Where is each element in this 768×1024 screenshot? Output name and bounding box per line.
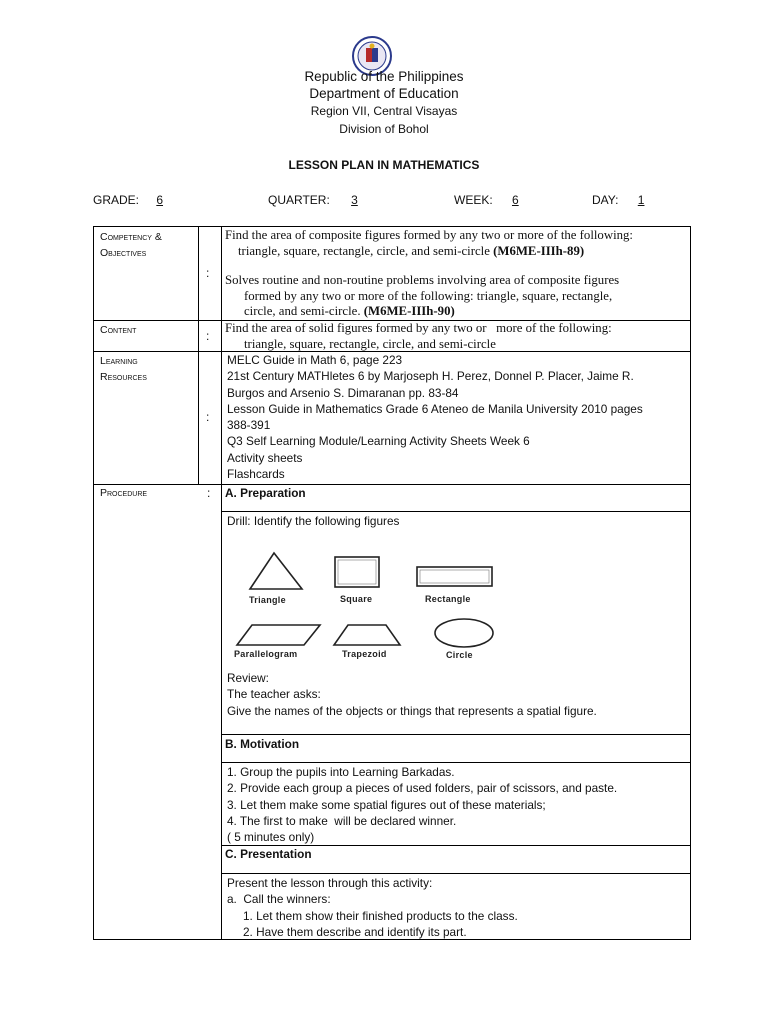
objective-2-line2: formed by any two or more of the following: triangle, square, rectangle, xyxy=(244,288,613,303)
day-field xyxy=(592,193,644,207)
review-line: The teacher asks: xyxy=(227,687,321,702)
resource-item: 388-391 xyxy=(227,418,271,433)
square-shape xyxy=(335,557,379,587)
shape-label-parallelogram: Parallelogram xyxy=(234,649,298,659)
resources-list xyxy=(227,352,687,482)
presentation-block xyxy=(227,875,518,940)
objective-2-text: circle, and semi-circle. xyxy=(244,304,364,318)
review-line: Give the names of the objects or things that represents a spatial figure. xyxy=(227,703,597,718)
circle-shape xyxy=(435,619,493,647)
procedure-label: Procedure xyxy=(100,487,148,499)
competency-colon: : xyxy=(206,266,210,280)
quarter-label: QUARTER: xyxy=(268,193,330,207)
resource-item: Activity sheets xyxy=(227,450,303,465)
week-label: WEEK: xyxy=(454,193,493,207)
shape-label-trapezoid: Trapezoid xyxy=(342,649,387,659)
resources-label-line2: Resources xyxy=(100,371,147,383)
motivation-list xyxy=(227,764,617,845)
section-b-title: B. Motivation xyxy=(225,737,300,751)
presentation-sub-item: 2. Have them describe and identify its part. xyxy=(243,924,467,939)
resources-label-line1: Learning xyxy=(100,355,138,367)
resource-item: Flashcards xyxy=(227,467,285,482)
objective-1-line1: Find the area of composite figures formed by any two or more of the following: xyxy=(225,228,633,242)
shapes-figure xyxy=(228,545,508,665)
motivation-item: 2. Provide each group a pieces of used folders, pair of scissors, and paste. xyxy=(227,781,618,796)
grade-value: 6 xyxy=(156,193,164,207)
competency-objectives xyxy=(225,228,687,320)
review-block xyxy=(227,670,597,719)
objective-1-line2 xyxy=(225,244,687,260)
trapezoid-shape xyxy=(334,625,400,645)
resources-colon: : xyxy=(206,410,210,424)
header-department: Department of Education xyxy=(309,86,459,101)
shape-label-square: Square xyxy=(340,594,373,604)
row-divider xyxy=(221,734,691,735)
shape-label-triangle: Triangle xyxy=(249,595,286,605)
document-title: LESSON PLAN IN MATHEMATICS xyxy=(288,158,480,172)
content-line2: triangle, square, rectangle, circle, and semi-circle xyxy=(244,336,496,351)
resources-label xyxy=(100,353,147,385)
header-republic: Republic of the Philippines xyxy=(304,69,464,84)
objective-2-code: (M6ME-IIIh-90) xyxy=(363,304,455,318)
objective-2-line1: Solves routine and non-routine problems involving area of composite figures xyxy=(225,273,620,287)
resource-item: 21st Century MATHletes 6 by Marjoseph H. Perez, Donnel P. Placer, Jaime R. xyxy=(227,369,634,384)
motivation-item: 3. Let them make some spatial figures out of these materials; xyxy=(227,797,546,812)
presentation-a: a. Call the winners: xyxy=(227,892,331,907)
grade-field xyxy=(93,193,163,207)
presentation-sub-item: 1. Let them show their finished products to the class. xyxy=(243,908,518,923)
objective-2-line3 xyxy=(225,304,687,320)
shape-label-circle: Circle xyxy=(446,650,473,660)
row-divider xyxy=(221,873,691,874)
resource-item: Lesson Guide in Mathematics Grade 6 Ateneo de Manila University 2010 pages xyxy=(227,401,643,416)
header-region: Region VII, Central Visayas xyxy=(310,104,458,118)
objective-1-code: (M6ME-IIIh-89) xyxy=(493,243,585,258)
resource-item: Q3 Self Learning Module/Learning Activity Sheets Week 6 xyxy=(227,434,530,449)
content-colon: : xyxy=(206,329,210,343)
week-field xyxy=(454,193,519,207)
header-division: Division of Bohol xyxy=(339,122,429,136)
section-c-title: C. Presentation xyxy=(225,847,312,861)
review-line: Review: xyxy=(227,671,269,685)
content-line1: Find the area of solid figures formed by any two or more of the following: xyxy=(225,321,612,335)
shape-label-rectangle: Rectangle xyxy=(425,594,471,604)
quarter-field xyxy=(268,193,358,207)
col-divider xyxy=(198,226,199,484)
row-divider xyxy=(93,484,691,485)
section-a-title: A. Preparation xyxy=(225,486,306,500)
row-divider xyxy=(221,762,691,763)
week-value: 6 xyxy=(511,193,519,207)
presentation-intro: Present the lesson through this activity: xyxy=(227,876,433,890)
quarter-value: 3 xyxy=(351,193,358,207)
resource-item: MELC Guide in Math 6, page 223 xyxy=(227,353,403,367)
parallelogram-shape xyxy=(237,625,320,645)
triangle-shape xyxy=(250,553,302,589)
objective-1-text: triangle, square, rectangle, circle, and semi-circle xyxy=(238,243,494,258)
drill-instruction: Drill: Identify the following figures xyxy=(227,514,400,528)
competency-label-line2: Objectives xyxy=(100,247,147,259)
content-text xyxy=(225,321,687,352)
motivation-item: 1. Group the pupils into Learning Barkadas. xyxy=(227,765,455,779)
resource-item: Burgos and Arsenio S. Dimaranan pp. 83-84 xyxy=(227,385,459,400)
competency-label-line1: Competency & xyxy=(100,231,162,243)
grade-label: GRADE: xyxy=(93,193,140,207)
row-divider xyxy=(221,511,691,512)
col-divider xyxy=(221,226,222,940)
competency-label xyxy=(100,229,162,261)
day-label: DAY: xyxy=(592,193,619,207)
content-label: Content xyxy=(100,324,137,336)
procedure-colon: : xyxy=(207,486,211,500)
motivation-item: ( 5 minutes only) xyxy=(227,830,315,845)
motivation-item: 4. The first to make will be declared winner. xyxy=(227,813,457,828)
day-value: 1 xyxy=(637,193,645,207)
